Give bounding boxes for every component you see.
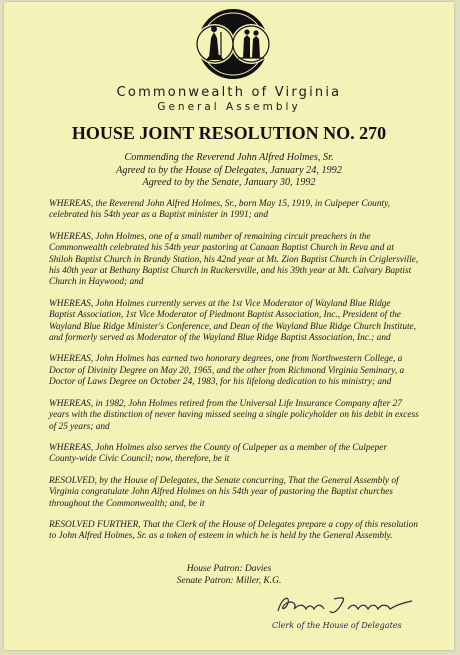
whereas-paragraph: WHEREAS, John Holmes currently serves at the 1st Vice Moderator of Wayland Blue Ridge Baptist Association, 1st Vice Moderator of Piedmont Baptist Association, Inc., President of the Wayland Blue Ridge Minister's Conference, and Dean of the Wayland Blue Ridge Church Institute, and formerly served as Moderator of the Wayland Blue Ridge Baptist Association, Inc.; and bbox=[49, 298, 416, 344]
whereas-paragraph: WHEREAS, John Holmes, one of a small number of remaining circuit preachers in the Commonwealth celebrated his 54th year pastoring at Canaan Baptist Church in Reva and at Shiloh Baptist Church in Brandy Station, his 42nd year at Mt. Zion Baptist Church in Criglersville, his 40th year at Bethany Baptist Church in Ruckersville, and his 39th year at Mt. Calvary Baptist Church in Haywood; and bbox=[49, 231, 419, 288]
resolution-document bbox=[4, 2, 454, 650]
senate-patron: Senate Patron: Miller, K.G. bbox=[176, 576, 282, 586]
resolution-body bbox=[49, 199, 419, 553]
virginia-seal-icon bbox=[170, 8, 296, 80]
subtitle-line: Agreed to by the House of Delegates, January 24, 1992 bbox=[116, 164, 342, 176]
clerk-signature bbox=[272, 589, 422, 619]
whereas-paragraph: WHEREAS, in 1982, John Holmes retired from the Universal Life Insurance Company after 27 years with the distinction of never having missed seeing a single policyholder on his debit in excess of 25 years; and bbox=[49, 398, 419, 432]
subtitle-line: Agreed to by the Senate, January 30, 1992 bbox=[142, 177, 316, 188]
resolution-title: HOUSE JOINT RESOLUTION NO. 270 bbox=[71, 123, 387, 143]
org-name-commonwealth: Commonwealth of Virginia bbox=[116, 85, 342, 100]
resolved-paragraph: RESOLVED, by the House of Delegates, the Senate concurring, That the General Assembly of Virginia congratulate John Alfred Holmes on his 54th year of pastoring the Baptist churches throughout the Commonwealth; and, be it bbox=[49, 475, 399, 509]
whereas-paragraph: WHEREAS, John Holmes also serves the County of Culpeper as a member of the Culpeper County-wide Civic Council; now, therefore, be it bbox=[49, 442, 387, 465]
resolution-subtitle bbox=[4, 152, 454, 190]
whereas-paragraph: WHEREAS, the Reverend John Alfred Holmes, Sr., born May 15, 1919, in Culpeper County, celebrated his 54th year as a Baptist minister in 1991; and bbox=[49, 199, 391, 221]
org-name-assembly: General Assembly bbox=[157, 101, 301, 113]
subtitle-line: Commending the Reverend John Alfred Holmes, Sr. bbox=[124, 152, 334, 163]
clerk-title: Clerk of the House of Delegates bbox=[272, 621, 402, 630]
patrons-block bbox=[4, 563, 454, 587]
house-patron: House Patron: Davies bbox=[186, 564, 272, 574]
whereas-paragraph: WHEREAS, John Holmes has earned two honorary degrees, one from Northwestern College, a Doctor of Divinity Degree on May 20, 1965, and the other from Richmond Virginia Seminary, a Doctor of Laws Degree on October 24, 1983, for his lifelong dedication to his ministry; and bbox=[49, 354, 405, 388]
resolved-paragraph: RESOLVED FURTHER, That the Clerk of the House of Delegates prepare a copy of this resolution to John Alfred Holmes, Sr. as a token of esteem in which he is held by the General Assembly. bbox=[49, 519, 418, 542]
